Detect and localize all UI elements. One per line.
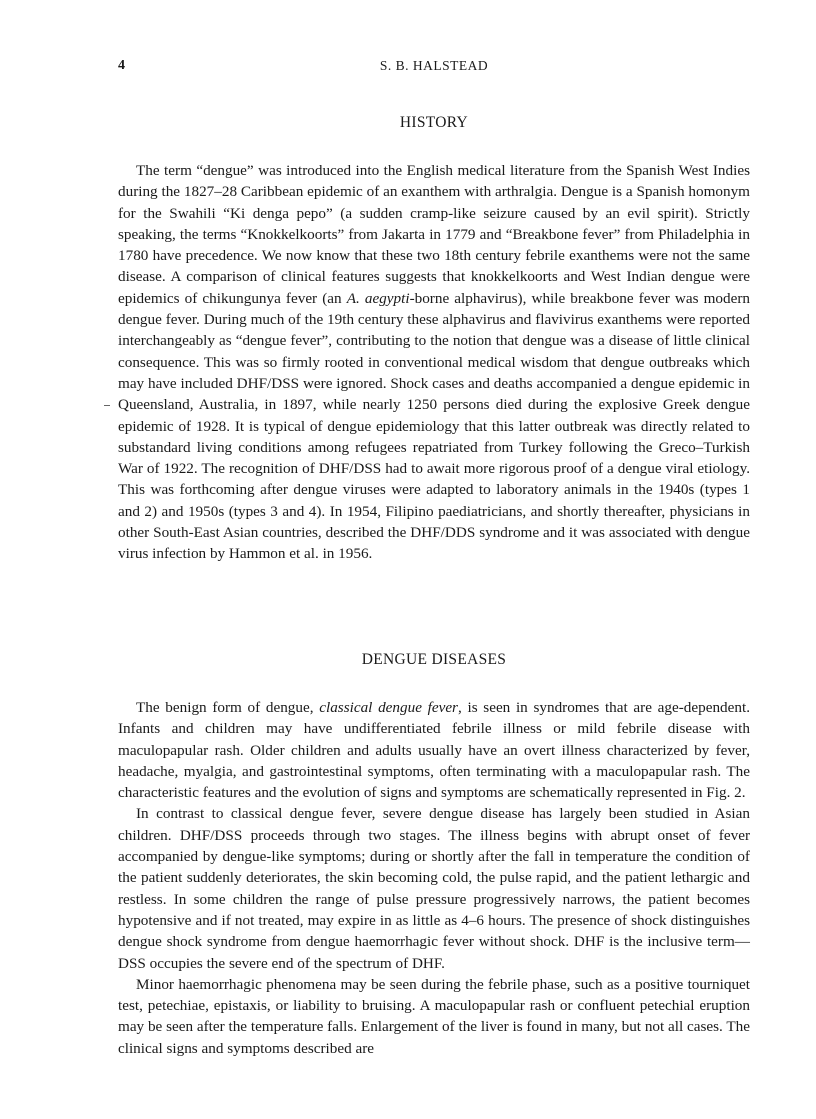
- paragraph: The term “dengue” was introduced into the English medical literature from the Spanish West Indies during the 1827–28 Caribbean epidemic of an exanthem with arthralgia. Dengue is a Spanish homonym for the Swahili “Ki denga pepo” (a sudden cramp-like seizure caused by an evil spirit). Strictly speaking, the terms “Knokkelkoorts” from Jakarta in 1779 and “Breakbone fever” from Philadelphia in 1780 have precedence. We now know that these two 18th century febrile exanthems were not the same disease. A comparison of clinical features suggests that knokkelkoorts and West Indian dengue were epidemics of chikungunya fever (an A. aegypti-borne alphavirus), while breakbone fever was modern dengue fever. During much of the 19th century these alphavirus and flavivirus exanthems were reported interchangeably as “dengue fever”, contributing to the notion that dengue was a disease of little clinical consequence. This was so firmly rooted in conventional medical wisdom that dengue outbreaks which may have included DHF/DSS were ignored. Shock cases and deaths accompanied a dengue epidemic in Queensland, Australia, in 1897, while nearly 1250 persons died during the explosive Greek dengue epidemic of 1928. It is typical of dengue epidemiology that this latter outbreak was directly related to substandard living conditions among refugees repatriated from Turkey following the Greco–Turkish War of 1922. The recognition of DHF/DSS had to await more rigorous proof of a dengue viral etiology. This was forthcoming after dengue viruses were adapted to laboratory animals in the 1940s (types 1 and 2) and 1950s (types 3 and 4). In 1954, Filipino paediatricians, and shortly thereafter, physicians in other South-East Asian countries, described the DHF/DDS syndrome and it was associated with dengue virus infection by Hammon et al. in 1956.: [118, 162, 751, 563]
- paragraph: The benign form of dengue, classical dengue fever, is seen in syndromes that are age-dependent. Infants and children may have undifferentiated febrile illness or mild febrile disease with maculopapular rash. Older children and adults usually have an overt illness characterized by fever, headache, myalgia, and gastrointestinal symptoms, often terminating with a maculopapular rash. The characteristic features and the evolution of signs and symptoms are schematically represented in Fig. 2.: [118, 699, 751, 802]
- paragraph: In contrast to classical dengue fever, severe dengue disease has largely been studied in Asian children. DHF/DSS proceeds through two stages. The illness begins with abrupt onset of fever accompanied by dengue-like symptoms; during or shortly after the fall in temperature the condition of the patient suddenly deteriorates, the skin becoming cold, the pulse rapid, and the patient lethargic and restless. In some children the range of pulse pressure progressively narrows, the patient becomes hypotensive and if not treated, may expire in as little as 4–6 hours. The presence of shock distinguishes dengue shock syndrome from dengue haemorrhagic fever without shock. DHF is the inclusive term—DSS occupies the severe end of the spectrum of DHF.: [118, 805, 750, 972]
- history-body: [118, 160, 750, 565]
- section-title-dengue-diseases: DENGUE DISEASES: [361, 651, 507, 668]
- margin-mark: [104, 405, 110, 406]
- page-number: 4: [118, 58, 125, 73]
- paragraph: Minor haemorrhagic phenomena may be seen during the febrile phase, such as a positive tourniquet test, petechiae, epistaxis, or liability to bruising. A maculopapular rash or confluent petechial eruption may be seen after the temperature falls. Enlargement of the liver is found in many, but not all cases. The clinical signs and symptoms described are: [118, 975, 750, 1057]
- page-header: [118, 58, 750, 78]
- section-title-history: HISTORY: [399, 114, 469, 131]
- running-head: S. B. HALSTEAD: [379, 58, 489, 73]
- species-name: A. aegypti: [346, 289, 410, 307]
- emphasis-term: classical dengue fever: [319, 699, 458, 716]
- dengue-diseases-body: [118, 697, 750, 1059]
